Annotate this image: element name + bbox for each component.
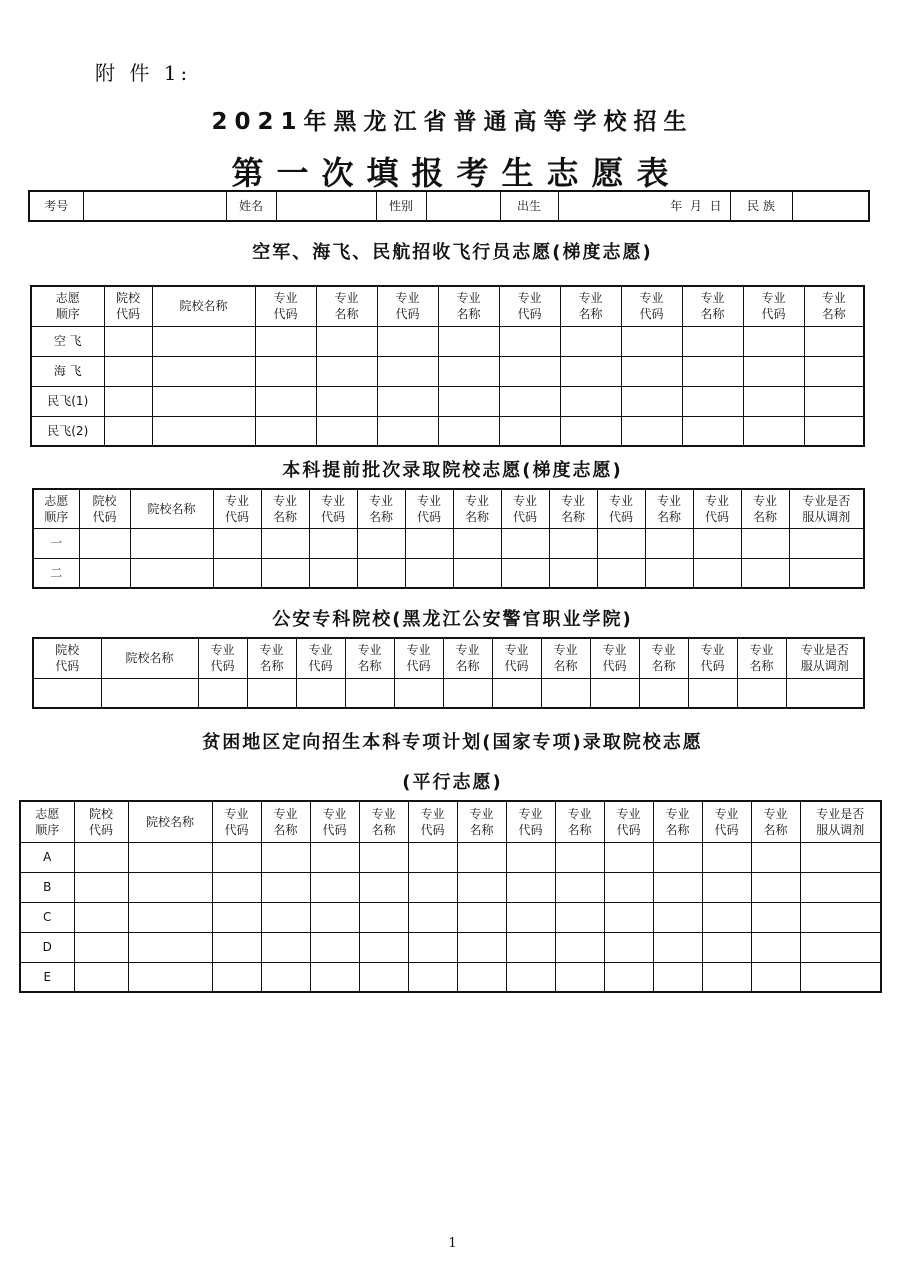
column-header: 专业 代码: [296, 638, 345, 678]
choice-entry-cell[interactable]: [316, 386, 377, 416]
choice-entry-cell[interactable]: [359, 842, 408, 872]
column-header: 专业 代码: [212, 801, 261, 842]
column-header: 专业 名称: [357, 489, 405, 528]
column-header: 专业 名称: [261, 489, 309, 528]
table-row: [31, 416, 864, 446]
choice-entry-cell[interactable]: [310, 962, 359, 992]
choice-entry-cell[interactable]: [438, 386, 499, 416]
early-batch-table: [32, 488, 865, 589]
choice-order-label: 民飞(2): [31, 416, 104, 446]
choice-entry-cell[interactable]: [359, 872, 408, 902]
form-title-line2: 第一次填报考生志愿表: [231, 154, 682, 192]
choice-entry-cell[interactable]: [800, 872, 881, 902]
choice-entry-cell[interactable]: [621, 416, 682, 446]
column-header: 专业 代码: [408, 801, 457, 842]
choice-entry-cell[interactable]: [128, 932, 212, 962]
police-college-table: [32, 637, 865, 709]
choice-entry-cell[interactable]: [310, 902, 359, 932]
choice-entry-cell[interactable]: [653, 872, 702, 902]
column-header: 专业 名称: [645, 489, 693, 528]
choice-entry-cell[interactable]: [310, 872, 359, 902]
choice-entry-cell[interactable]: [79, 528, 130, 558]
choice-entry-cell[interactable]: [130, 558, 213, 588]
exam-number-field[interactable]: [83, 191, 226, 221]
early-batch-heading: 本科提前批次录取院校志愿(梯度志愿): [282, 460, 623, 481]
choice-entry-cell[interactable]: [359, 962, 408, 992]
choice-entry-cell[interactable]: [130, 528, 213, 558]
choice-entry-cell[interactable]: [621, 326, 682, 356]
choice-entry-cell[interactable]: [804, 416, 864, 446]
poverty-plan-subheading: (平行志愿): [402, 772, 503, 793]
column-header: 专业 代码: [309, 489, 357, 528]
choice-entry-cell[interactable]: [128, 962, 212, 992]
choice-entry-cell[interactable]: [590, 678, 639, 708]
choice-entry-cell[interactable]: [682, 386, 743, 416]
column-header: 专业 名称: [453, 489, 501, 528]
choice-order-label: D: [20, 932, 74, 962]
choice-entry-cell[interactable]: [457, 902, 506, 932]
form-title-line1: 2021年黑龙江省普通高等学校招生: [211, 109, 694, 135]
choice-entry-cell[interactable]: [506, 902, 555, 932]
column-header: 专业 代码: [405, 489, 453, 528]
choice-entry-cell[interactable]: [453, 528, 501, 558]
choice-entry-cell[interactable]: [405, 528, 453, 558]
choice-entry-cell[interactable]: [682, 416, 743, 446]
choice-order-label: B: [20, 872, 74, 902]
choice-entry-cell[interactable]: [743, 356, 804, 386]
choice-entry-cell[interactable]: [394, 678, 443, 708]
choice-entry-cell[interactable]: [751, 842, 800, 872]
choice-entry-cell[interactable]: [128, 842, 212, 872]
pilot-section-heading: 空军、海飞、民航招收飞行员志愿(梯度志愿): [252, 242, 653, 263]
choice-entry-cell[interactable]: [751, 872, 800, 902]
choice-entry-cell[interactable]: [555, 962, 604, 992]
column-header: 院校名称: [101, 638, 198, 678]
choice-entry-cell[interactable]: [408, 902, 457, 932]
choice-entry-cell[interactable]: [377, 356, 438, 386]
choice-entry-cell[interactable]: [653, 902, 702, 932]
choice-entry-cell[interactable]: [261, 932, 310, 962]
column-header: 专业 代码: [310, 801, 359, 842]
choice-entry-cell[interactable]: [702, 842, 751, 872]
table-row: [20, 902, 881, 932]
choice-entry-cell[interactable]: [212, 962, 261, 992]
choice-entry-cell[interactable]: [555, 872, 604, 902]
column-header: 专业 名称: [345, 638, 394, 678]
column-header: 院校名称: [128, 801, 212, 842]
choice-order-label: C: [20, 902, 74, 932]
choice-entry-cell[interactable]: [800, 932, 881, 962]
choice-entry-cell[interactable]: [408, 962, 457, 992]
ethnicity-field[interactable]: [792, 191, 869, 221]
column-header: 专业 名称: [443, 638, 492, 678]
choice-entry-cell[interactable]: [309, 558, 357, 588]
choice-entry-cell[interactable]: [688, 678, 737, 708]
choice-entry-cell[interactable]: [639, 678, 688, 708]
choice-entry-cell[interactable]: [492, 678, 541, 708]
choice-entry-cell[interactable]: [800, 902, 881, 932]
choice-entry-cell[interactable]: [751, 902, 800, 932]
column-header: 专业 代码: [501, 489, 549, 528]
choice-entry-cell[interactable]: [804, 386, 864, 416]
choice-entry-cell[interactable]: [438, 356, 499, 386]
column-header: 专业 名称: [438, 286, 499, 326]
choice-entry-cell[interactable]: [104, 326, 152, 356]
choice-order-label: E: [20, 962, 74, 992]
column-header: 专业 代码: [597, 489, 645, 528]
choice-entry-cell[interactable]: [457, 962, 506, 992]
choice-entry-cell[interactable]: [212, 842, 261, 872]
choice-entry-cell[interactable]: [702, 962, 751, 992]
gender-field[interactable]: [426, 191, 500, 221]
column-header: 专业 名称: [741, 489, 789, 528]
column-header: 专业 代码: [255, 286, 316, 326]
choice-entry-cell[interactable]: [741, 558, 789, 588]
choice-entry-cell[interactable]: [457, 842, 506, 872]
choice-entry-cell[interactable]: [506, 932, 555, 962]
choice-entry-cell[interactable]: [152, 386, 255, 416]
choice-entry-cell[interactable]: [555, 932, 604, 962]
choice-entry-cell[interactable]: [261, 902, 310, 932]
column-header: 专业 名称: [247, 638, 296, 678]
column-header: 专业 名称: [555, 801, 604, 842]
choice-entry-cell[interactable]: [597, 528, 645, 558]
choice-entry-cell[interactable]: [359, 932, 408, 962]
choice-entry-cell[interactable]: [604, 842, 653, 872]
choice-entry-cell[interactable]: [79, 558, 130, 588]
column-header: 专业 代码: [506, 801, 555, 842]
choice-entry-cell[interactable]: [74, 902, 128, 932]
column-header: 专业 名称: [653, 801, 702, 842]
choice-entry-cell[interactable]: [316, 416, 377, 446]
choice-entry-cell[interactable]: [408, 932, 457, 962]
column-header: 专业 名称: [682, 286, 743, 326]
choice-entry-cell[interactable]: [621, 386, 682, 416]
column-header: 志愿 顺序: [33, 489, 79, 528]
choice-entry-cell[interactable]: [438, 326, 499, 356]
choice-entry-cell[interactable]: [212, 902, 261, 932]
pilot-choice-table: [30, 285, 865, 447]
column-header: 专业是否 服从调剂: [800, 801, 881, 842]
ethnicity-label: 民 族: [730, 191, 792, 221]
choice-entry-cell[interactable]: [560, 416, 621, 446]
choice-entry-cell[interactable]: [549, 558, 597, 588]
choice-entry-cell[interactable]: [506, 962, 555, 992]
choice-entry-cell[interactable]: [693, 558, 741, 588]
choice-entry-cell[interactable]: [506, 842, 555, 872]
choice-entry-cell[interactable]: [247, 678, 296, 708]
choice-entry-cell[interactable]: [457, 872, 506, 902]
choice-entry-cell[interactable]: [309, 528, 357, 558]
column-header: 专业 代码: [743, 286, 804, 326]
choice-entry-cell[interactable]: [499, 416, 560, 446]
column-header: 专业 名称: [316, 286, 377, 326]
choice-entry-cell[interactable]: [555, 902, 604, 932]
choice-entry-cell[interactable]: [751, 962, 800, 992]
table-row: [33, 528, 864, 558]
choice-entry-cell[interactable]: [506, 872, 555, 902]
choice-entry-cell[interactable]: [128, 902, 212, 932]
table-row: [20, 842, 881, 872]
birth-label: 出生: [500, 191, 558, 221]
choice-entry-cell[interactable]: [261, 842, 310, 872]
choice-entry-cell[interactable]: [33, 678, 101, 708]
column-header: 专业 名称: [549, 489, 597, 528]
choice-entry-cell[interactable]: [499, 386, 560, 416]
choice-entry-cell[interactable]: [152, 416, 255, 446]
column-header: 专业是否 服从调剂: [789, 489, 864, 528]
column-header: 专业 名称: [560, 286, 621, 326]
choice-entry-cell[interactable]: [255, 356, 316, 386]
choice-entry-cell[interactable]: [743, 326, 804, 356]
table-row: [20, 872, 881, 902]
choice-entry-cell[interactable]: [800, 962, 881, 992]
column-header: 专业 代码: [377, 286, 438, 326]
choice-entry-cell[interactable]: [104, 356, 152, 386]
column-header: 志愿 顺序: [31, 286, 104, 326]
column-header: 专业 代码: [492, 638, 541, 678]
choice-order-label: A: [20, 842, 74, 872]
choice-entry-cell[interactable]: [213, 528, 261, 558]
choice-entry-cell[interactable]: [653, 842, 702, 872]
choice-entry-cell[interactable]: [560, 386, 621, 416]
choice-entry-cell[interactable]: [74, 932, 128, 962]
choice-entry-cell[interactable]: [255, 326, 316, 356]
police-college-heading: 公安专科院校(黑龙江公安警官职业学院): [272, 609, 633, 630]
choice-entry-cell[interactable]: [359, 902, 408, 932]
table-row: [33, 558, 864, 588]
choice-entry-cell[interactable]: [621, 356, 682, 386]
choice-entry-cell[interactable]: [377, 386, 438, 416]
column-header: 专业 名称: [359, 801, 408, 842]
birth-date-field[interactable]: 年 月 日: [558, 191, 730, 221]
applicant-info-table: [28, 190, 870, 222]
choice-entry-cell[interactable]: [653, 932, 702, 962]
choice-entry-cell[interactable]: [682, 326, 743, 356]
choice-entry-cell[interactable]: [702, 902, 751, 932]
column-header: 院校 代码: [33, 638, 101, 678]
column-header: 专业 代码: [688, 638, 737, 678]
column-header: 专业 代码: [590, 638, 639, 678]
choice-order-label: 一: [33, 528, 79, 558]
column-header: 院校 代码: [74, 801, 128, 842]
table-row: [31, 386, 864, 416]
column-header: 专业 代码: [621, 286, 682, 326]
choice-entry-cell[interactable]: [316, 326, 377, 356]
column-header: 专业 代码: [693, 489, 741, 528]
column-header: 专业 名称: [261, 801, 310, 842]
choice-entry-cell[interactable]: [743, 416, 804, 446]
choice-entry-cell[interactable]: [296, 678, 345, 708]
choice-entry-cell[interactable]: [198, 678, 247, 708]
choice-entry-cell[interactable]: [405, 558, 453, 588]
column-header: 专业 代码: [702, 801, 751, 842]
choice-entry-cell[interactable]: [443, 678, 492, 708]
choice-entry-cell[interactable]: [560, 326, 621, 356]
table-row: [20, 932, 881, 962]
choice-entry-cell[interactable]: [645, 558, 693, 588]
choice-entry-cell[interactable]: [541, 678, 590, 708]
choice-entry-cell[interactable]: [653, 962, 702, 992]
table-row: [31, 356, 864, 386]
choice-entry-cell[interactable]: [499, 326, 560, 356]
choice-entry-cell[interactable]: [702, 872, 751, 902]
column-header: 专业 名称: [541, 638, 590, 678]
choice-entry-cell[interactable]: [128, 872, 212, 902]
choice-entry-cell[interactable]: [604, 902, 653, 932]
choice-order-label: 民飞(1): [31, 386, 104, 416]
choice-entry-cell[interactable]: [751, 932, 800, 962]
column-header: 院校 代码: [104, 286, 152, 326]
choice-order-label: 空 飞: [31, 326, 104, 356]
choice-entry-cell[interactable]: [261, 962, 310, 992]
column-header: 专业 名称: [751, 801, 800, 842]
choice-entry-cell[interactable]: [357, 558, 405, 588]
choice-entry-cell[interactable]: [345, 678, 394, 708]
choice-entry-cell[interactable]: [800, 842, 881, 872]
choice-entry-cell[interactable]: [377, 326, 438, 356]
choice-entry-cell[interactable]: [212, 932, 261, 962]
choice-entry-cell[interactable]: [682, 356, 743, 386]
column-header: 志愿 顺序: [20, 801, 74, 842]
choice-order-label: 二: [33, 558, 79, 588]
choice-entry-cell[interactable]: [104, 386, 152, 416]
choice-entry-cell[interactable]: [261, 872, 310, 902]
choice-entry-cell[interactable]: [737, 678, 786, 708]
choice-entry-cell[interactable]: [549, 528, 597, 558]
choice-entry-cell[interactable]: [604, 932, 653, 962]
choice-entry-cell[interactable]: [743, 386, 804, 416]
choice-entry-cell[interactable]: [357, 528, 405, 558]
choice-entry-cell[interactable]: [645, 528, 693, 558]
choice-entry-cell[interactable]: [741, 528, 789, 558]
choice-entry-cell[interactable]: [560, 356, 621, 386]
attachment-label: 附 件 1:: [95, 61, 192, 85]
choice-entry-cell[interactable]: [501, 528, 549, 558]
column-header: 专业是否 服从调剂: [786, 638, 864, 678]
choice-entry-cell[interactable]: [786, 678, 864, 708]
choice-entry-cell[interactable]: [101, 678, 198, 708]
column-header: 专业 名称: [737, 638, 786, 678]
table-row: [31, 326, 864, 356]
choice-entry-cell[interactable]: [377, 416, 438, 446]
column-header: 专业 名称: [457, 801, 506, 842]
poverty-plan-heading: 贫困地区定向招生本科专项计划(国家专项)录取院校志愿: [202, 732, 703, 753]
choice-entry-cell[interactable]: [501, 558, 549, 588]
choice-entry-cell[interactable]: [702, 932, 751, 962]
page-number: 1: [448, 1236, 457, 1251]
choice-entry-cell[interactable]: [152, 356, 255, 386]
column-header: 院校名称: [152, 286, 255, 326]
choice-order-label: 海 飞: [31, 356, 104, 386]
choice-entry-cell[interactable]: [604, 962, 653, 992]
column-header: 院校 代码: [79, 489, 130, 528]
choice-entry-cell[interactable]: [316, 356, 377, 386]
choice-entry-cell[interactable]: [804, 356, 864, 386]
choice-entry-cell[interactable]: [438, 416, 499, 446]
choice-entry-cell[interactable]: [693, 528, 741, 558]
choice-entry-cell[interactable]: [789, 558, 864, 588]
choice-entry-cell[interactable]: [213, 558, 261, 588]
choice-entry-cell[interactable]: [457, 932, 506, 962]
choice-entry-cell[interactable]: [310, 842, 359, 872]
column-header: 专业 名称: [639, 638, 688, 678]
choice-entry-cell[interactable]: [255, 386, 316, 416]
name-field[interactable]: [276, 191, 376, 221]
choice-entry-cell[interactable]: [555, 842, 604, 872]
choice-entry-cell[interactable]: [499, 356, 560, 386]
table-row: [33, 678, 864, 708]
column-header: 专业 代码: [394, 638, 443, 678]
column-header: 专业 代码: [198, 638, 247, 678]
choice-entry-cell[interactable]: [261, 528, 309, 558]
choice-entry-cell[interactable]: [212, 872, 261, 902]
column-header: 专业 名称: [804, 286, 864, 326]
choice-entry-cell[interactable]: [104, 416, 152, 446]
column-header: 院校名称: [130, 489, 213, 528]
column-header: 专业 代码: [604, 801, 653, 842]
choice-entry-cell[interactable]: [74, 872, 128, 902]
column-header: 专业 代码: [213, 489, 261, 528]
choice-entry-cell[interactable]: [255, 416, 316, 446]
choice-entry-cell[interactable]: [408, 872, 457, 902]
name-label: 姓名: [226, 191, 276, 221]
column-header: 专业 代码: [499, 286, 560, 326]
choice-entry-cell[interactable]: [597, 558, 645, 588]
choice-entry-cell[interactable]: [74, 962, 128, 992]
choice-entry-cell[interactable]: [453, 558, 501, 588]
choice-entry-cell[interactable]: [74, 842, 128, 872]
choice-entry-cell[interactable]: [408, 842, 457, 872]
choice-entry-cell[interactable]: [604, 872, 653, 902]
choice-entry-cell[interactable]: [310, 932, 359, 962]
choice-entry-cell[interactable]: [804, 326, 864, 356]
poverty-plan-table: [19, 800, 882, 993]
exam-number-label: 考号: [29, 191, 83, 221]
table-row: [20, 962, 881, 992]
choice-entry-cell[interactable]: [789, 528, 864, 558]
choice-entry-cell[interactable]: [152, 326, 255, 356]
gender-label: 性别: [376, 191, 426, 221]
choice-entry-cell[interactable]: [261, 558, 309, 588]
